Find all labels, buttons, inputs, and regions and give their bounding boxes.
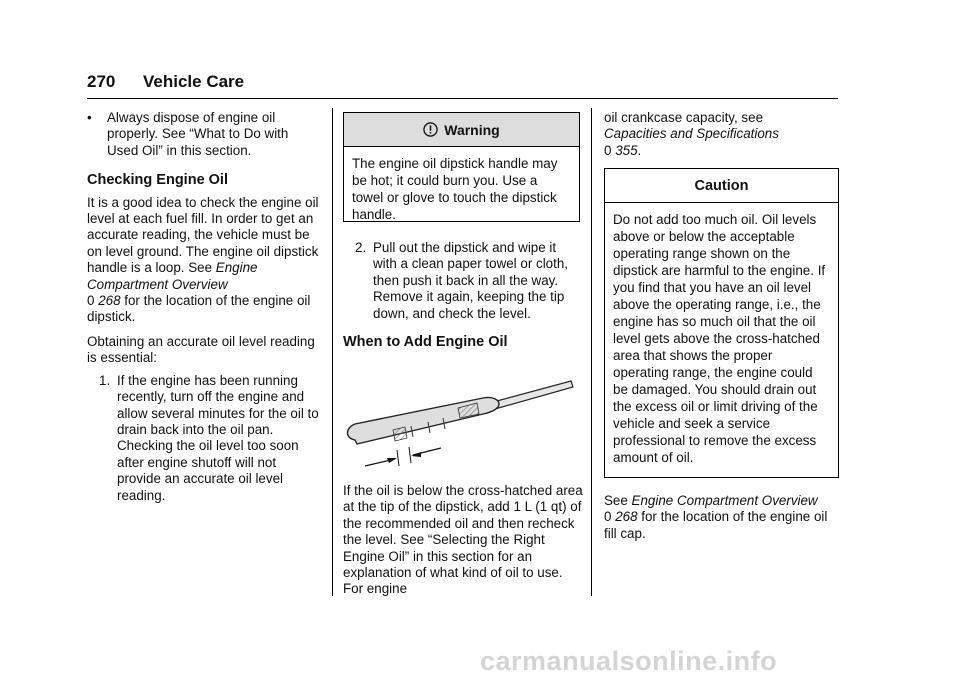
- paragraph-check-intro: [87, 195, 323, 326]
- heading-when-to-add-oil: When to Add Engine Oil: [343, 334, 508, 351]
- para-text: for the location of the engine oil dipstick.: [87, 293, 311, 325]
- heading-checking-engine-oil: Checking Engine Oil: [87, 172, 228, 189]
- bullet-item: [87, 110, 323, 159]
- column-2: [343, 240, 583, 350]
- column-separator-2: [591, 108, 592, 596]
- bullet-symbol: •: [87, 110, 92, 125]
- paragraph-fill-cap: [604, 493, 838, 542]
- para-text: See: [604, 493, 632, 508]
- column-2-lower: [343, 483, 583, 598]
- caution-text: Do not add too much oil. Oil levels above or below the acceptable operating range shown on the dipstick are harmful to the engine. If you find that you have an oil level above the operating range, i.e., the engine has so much oil that the oil level gets above the cross-hatched area that shows the proper operating range, the engine could be damaged. You should drain out the excess oil or limit driving of the vehicle and seek a service professional to remove the excess amount of oil.: [613, 212, 826, 465]
- warning-text: The engine oil dipstick handle may be hot; it could burn you. Use a towel or glove to touch the dipstick handle.: [352, 156, 558, 222]
- paragraph-crankcase: [604, 110, 838, 159]
- dipstick-illustration: [343, 372, 575, 470]
- watermark: carmanualsonline.info: [480, 646, 778, 676]
- page-ref-icon: 0: [604, 142, 612, 158]
- paragraph-accurate-reading: Obtaining an accurate oil level reading is essential:: [87, 333, 315, 366]
- warning-box: [343, 112, 580, 222]
- link-engine-compartment-overview[interactable]: Engine Compartment Overview: [631, 493, 818, 508]
- column-1: [87, 110, 323, 504]
- warning-title: Warning: [444, 121, 500, 138]
- paragraph-add-oil: If the oil is below the cross-hatched area at the tip of the dipstick, add 1 L (1 qt) of the recommended oil and then recheck the level. See “Selecting the Right Engine Oil” in this section for an explanation of what kind of oil to use. For engine: [343, 483, 583, 597]
- column-3: [604, 110, 838, 159]
- page-ref-icon: 0: [87, 293, 95, 309]
- warning-icon: [423, 122, 438, 137]
- column-3-lower: [604, 493, 838, 542]
- section-title: Vehicle Care: [143, 72, 245, 91]
- para-text: .: [637, 142, 642, 158]
- step-number: 1.: [99, 372, 111, 388]
- step-2: [343, 240, 583, 322]
- warning-header: [344, 113, 579, 147]
- step-number: 2.: [355, 240, 367, 255]
- para-text: oil crankcase capacity, see: [604, 110, 764, 125]
- para-text: It is a good idea to check the engine oil level at each fuel fill. In order to get an accurate reading, the vehicle must be on level ground. The engine oil dipstick handle is a loop. See: [87, 194, 319, 276]
- page-ref-number[interactable]: 268: [615, 509, 638, 525]
- para-text: for the location of the engine oil fill cap.: [604, 509, 828, 541]
- header-rule: [87, 98, 838, 99]
- link-capacities-specifications[interactable]: Capacities and Specifications: [604, 126, 779, 142]
- caution-box: [604, 168, 839, 478]
- page-ref-icon: 0: [604, 509, 612, 525]
- link-engine-compartment-overview[interactable]: Engine Compartment Overview: [87, 260, 258, 292]
- column-separator-1: [332, 108, 333, 596]
- step-text: Pull out the dipstick and wipe it with a clean paper towel or cloth, then push it back in all the way. Remove it again, keeping the tip down, and check the level.: [373, 240, 569, 321]
- page-number: 270: [87, 72, 116, 91]
- step-1: [87, 373, 323, 504]
- page-ref-number[interactable]: 268: [98, 293, 121, 309]
- caution-header: [605, 169, 838, 203]
- caution-title: Caution: [694, 177, 749, 194]
- bullet-text: Always dispose of engine oil properly. See “What to Do with Used Oil” in this section.: [107, 110, 289, 158]
- step-text: If the engine has been running recently, turn off the engine and allow several minutes for the oil to drain back into the oil pan. Checking the oil level too soon after engine shutoff will not provide an accurate oil level reading.: [117, 372, 319, 503]
- page-ref-number[interactable]: 355: [615, 142, 638, 158]
